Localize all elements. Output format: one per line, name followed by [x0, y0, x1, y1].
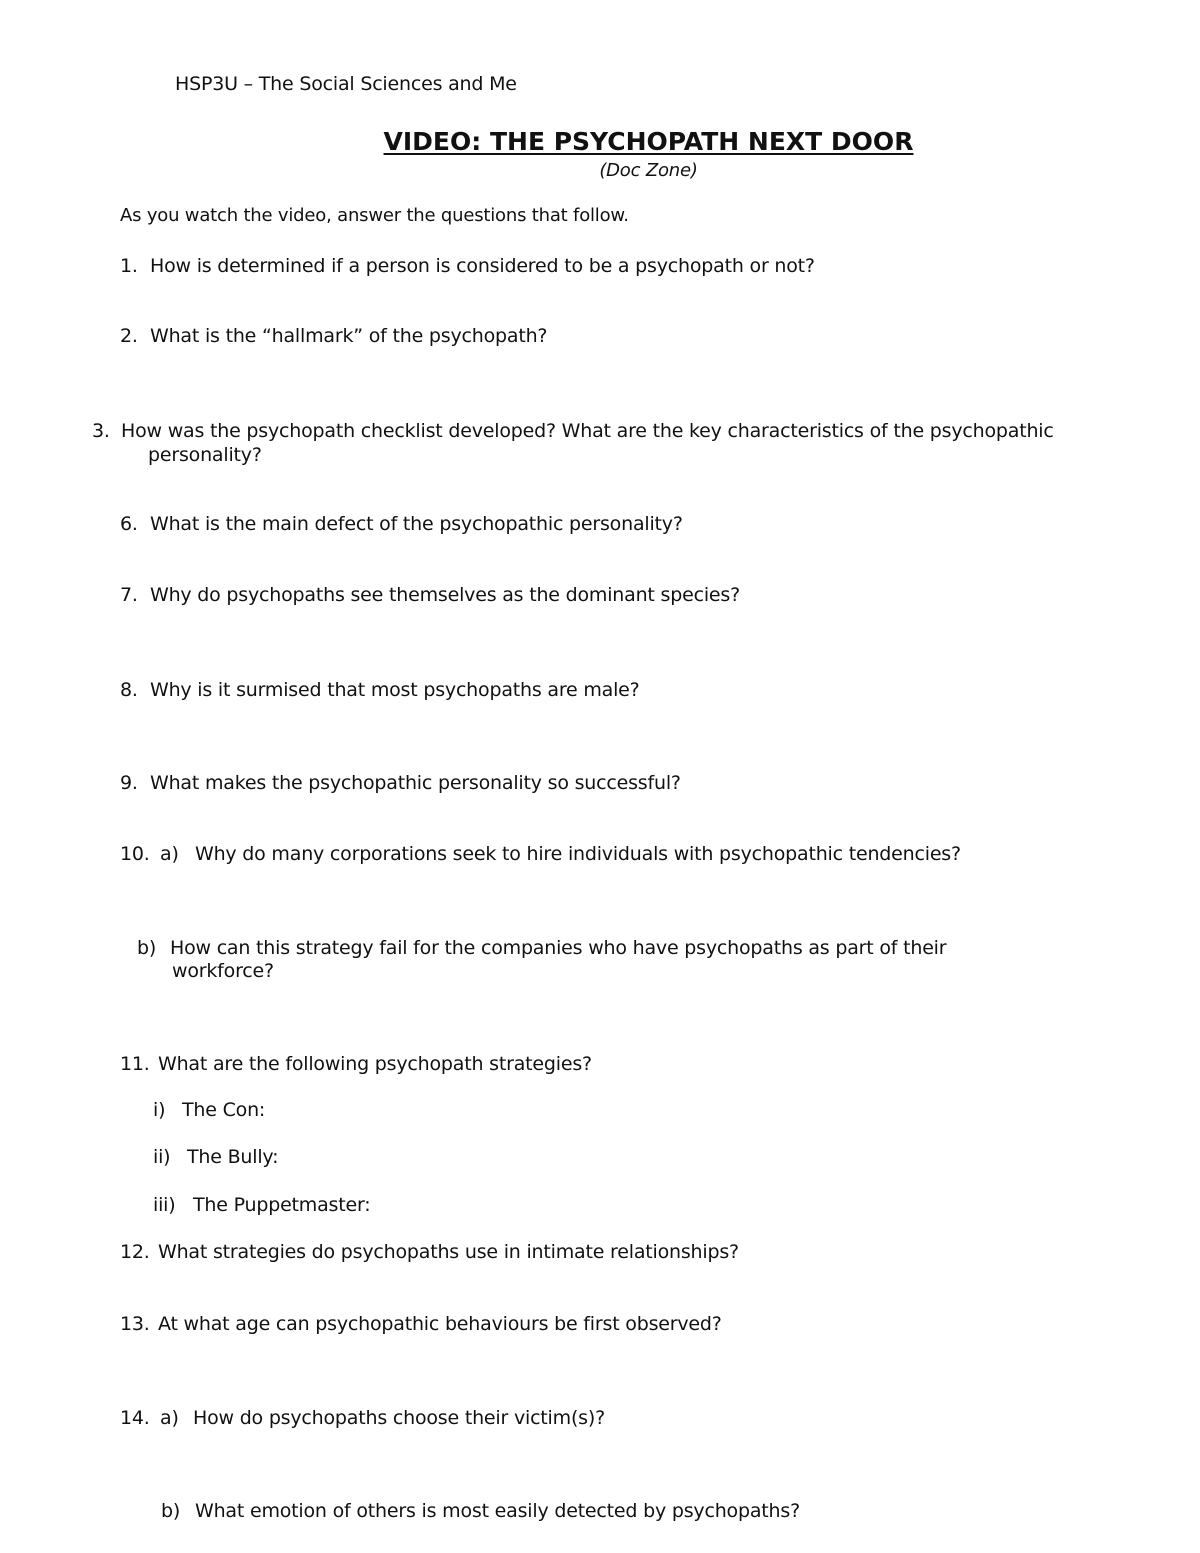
document-header: HSP3U – The Social Sciences and Me [175, 73, 517, 95]
question-2 [120, 325, 547, 347]
question-number: 1. [120, 255, 138, 277]
strategy-text: The Bully: [187, 1146, 279, 1168]
question-text: At what age can psychopathic behaviours be first observed? [158, 1313, 722, 1335]
strategy-text: The Con: [182, 1099, 266, 1121]
strategy-item [153, 1099, 265, 1121]
strategy-label: iii) [153, 1194, 176, 1216]
strategy-text: The Puppetmaster: [193, 1194, 371, 1216]
question-12 [120, 1241, 739, 1263]
question-number: 2. [120, 325, 138, 347]
question-text: How can this strategy fail for the companies who have psychopaths as part of their [170, 937, 947, 959]
question-text: What is the main defect of the psychopathic personality? [150, 513, 683, 535]
question-text: How is determined if a person is considered to be a psychopath or not? [150, 255, 815, 277]
question-13 [120, 1313, 722, 1335]
question-text: Why do many corporations seek to hire individuals with psychopathic tendencies? [195, 843, 961, 865]
question-number: 8. [120, 679, 138, 701]
question-number: 13. [120, 1313, 150, 1335]
strategy-label: ii) [153, 1146, 171, 1168]
question-text: What makes the psychopathic personality so successful? [150, 772, 681, 794]
sub-question-label: a) [160, 843, 179, 865]
question-number: 6. [120, 513, 138, 535]
question-number: 3. [92, 420, 110, 442]
question-number: 12. [120, 1241, 150, 1263]
question-number: 9. [120, 772, 138, 794]
question-10a [120, 843, 961, 865]
question-14a [120, 1407, 605, 1429]
instructions: As you watch the video, answer the questions that follow. [120, 205, 629, 226]
question-number: 10. [120, 843, 150, 865]
question-10b-continuation: workforce? [172, 960, 274, 982]
question-number: 7. [120, 584, 138, 606]
sub-question-label: a) [160, 1407, 179, 1429]
question-text: Why is it surmised that most psychopaths are male? [150, 679, 640, 701]
question-text: What strategies do psychopaths use in intimate relationships? [158, 1241, 739, 1263]
strategy-item [153, 1194, 370, 1216]
question-text: How do psychopaths choose their victim(s)? [193, 1407, 605, 1429]
question-number: 11. [120, 1053, 150, 1075]
question-1 [120, 255, 815, 277]
question-11 [120, 1053, 592, 1075]
question-text: What are the following psychopath strategies? [158, 1053, 592, 1075]
strategy-item [153, 1146, 278, 1168]
question-text: What is the “hallmark” of the psychopath? [150, 325, 548, 347]
question-text: What emotion of others is most easily detected by psychopaths? [195, 1500, 800, 1522]
document-subtitle: (Doc Zone) [599, 160, 698, 181]
question-6 [120, 513, 683, 535]
document-title: VIDEO: THE PSYCHOPATH NEXT DOOR [383, 127, 914, 156]
question-7 [120, 584, 740, 606]
question-9 [120, 772, 681, 794]
question-text: How was the psychopath checklist developed? What are the key characteristics of the psychopathic [121, 420, 1054, 442]
strategy-label: i) [153, 1099, 166, 1121]
question-8 [120, 679, 640, 701]
question-10b [137, 937, 946, 959]
question-3-continuation: personality? [148, 444, 262, 466]
question-text: Why do psychopaths see themselves as the dominant species? [150, 584, 740, 606]
question-14b [161, 1500, 800, 1522]
sub-question-label: b) [137, 937, 157, 959]
question-number: 14. [120, 1407, 150, 1429]
sub-question-label: b) [161, 1500, 181, 1522]
question-3 [92, 420, 1054, 442]
